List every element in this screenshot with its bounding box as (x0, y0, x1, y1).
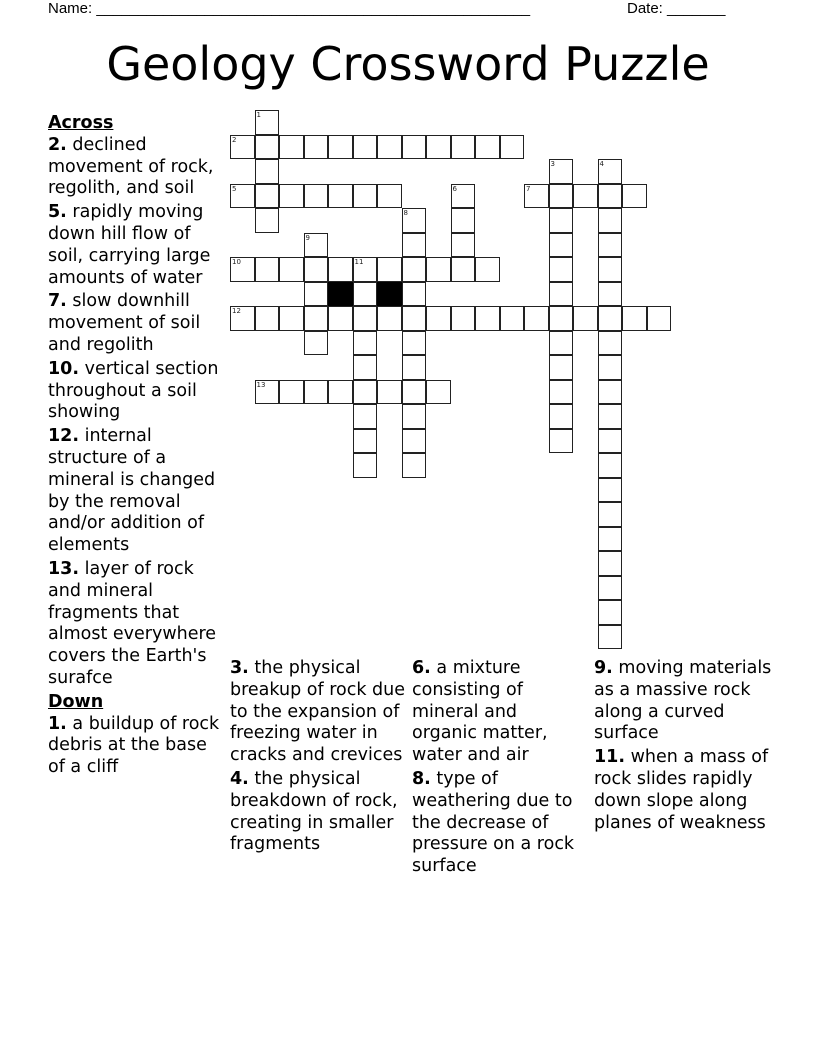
cell-number: 11 (354, 258, 364, 266)
cell-number: 8 (403, 209, 408, 217)
clue-down-8 (412, 769, 587, 878)
clue-across-10 (48, 359, 226, 424)
clue-number: 9. (594, 658, 613, 678)
name-field-label: Name: ____________________________________________________ (48, 0, 531, 17)
grid-cell[interactable] (647, 306, 672, 331)
grid-cell[interactable] (402, 355, 427, 380)
clue-number: 2. (48, 134, 67, 155)
across-heading: Across (48, 113, 114, 133)
grid-cell[interactable] (549, 380, 574, 405)
clue-across-12 (48, 426, 226, 557)
clue-number: 4. (230, 768, 249, 789)
grid-cell[interactable] (255, 159, 280, 184)
grid-cell[interactable] (353, 184, 378, 209)
grid-cell[interactable] (549, 184, 574, 209)
cell-number: 9 (305, 233, 310, 242)
grid-cell[interactable] (353, 331, 378, 356)
grid-cell[interactable] (573, 306, 598, 331)
grid-cell[interactable] (230, 135, 255, 160)
grid-cell[interactable] (402, 282, 427, 307)
grid-cell[interactable] (598, 576, 623, 601)
clue-number: 13. (48, 558, 80, 579)
clue-text: type of weathering due to the decrease of pressure on a rock surface (412, 768, 575, 877)
grid-cell[interactable] (549, 429, 574, 454)
clue-across-7 (48, 291, 226, 356)
grid-cell[interactable] (255, 110, 280, 135)
grid-cell[interactable] (598, 551, 623, 576)
grid-cell[interactable] (353, 355, 378, 380)
grid-cell[interactable] (328, 306, 353, 331)
clue-down-11 (594, 747, 774, 834)
grid-cell[interactable] (279, 257, 304, 282)
cell-number: 10 (232, 258, 241, 266)
grid-cell[interactable] (475, 306, 500, 331)
cell-number: 6 (452, 184, 457, 193)
grid-cell[interactable] (549, 355, 574, 380)
grid-cell[interactable] (255, 135, 280, 160)
grid-cell[interactable] (451, 208, 476, 233)
grid-cell[interactable] (549, 282, 574, 307)
clue-text: moving materials as a massive rock along a curved surface (594, 658, 772, 744)
crossword-grid (230, 110, 680, 650)
clue-down-6 (412, 658, 587, 767)
grid-cell[interactable] (598, 429, 623, 454)
grid-cell[interactable] (328, 184, 353, 209)
grid-cell[interactable] (255, 184, 280, 209)
grid-cell[interactable] (353, 135, 378, 160)
clue-text: internal structure of a mineral is changed by the removal and/or addition of elements (48, 426, 216, 556)
grid-cell[interactable] (426, 257, 451, 282)
grid-cell[interactable] (304, 233, 329, 258)
clue-number: 10. (48, 358, 80, 379)
cell-number: 5 (232, 184, 237, 193)
grid-cell[interactable] (598, 404, 623, 429)
clue-text: vertical section throughout a soil showing (48, 358, 219, 423)
clue-number: 6. (412, 658, 431, 678)
grid-cell[interactable] (279, 184, 304, 209)
grid-cell[interactable] (377, 380, 402, 405)
cell-number: 7 (526, 184, 531, 193)
grid-cell[interactable] (598, 257, 623, 282)
cell-number: 4 (599, 160, 604, 168)
grid-cell[interactable] (353, 282, 378, 307)
clue-text: the physical breakup of rock due to the expansion of freezing water in cracks and crevices (230, 658, 405, 766)
grid-cell[interactable] (230, 306, 255, 331)
grid-cell[interactable] (475, 135, 500, 160)
grid-cell[interactable] (304, 331, 329, 356)
grid-cell[interactable] (304, 306, 329, 331)
clue-text: rapidly moving down hill flow of soil, carrying large amounts of water (48, 202, 211, 288)
down-heading: Down (48, 691, 104, 712)
grid-cell[interactable] (402, 404, 427, 429)
grid-cell[interactable] (426, 380, 451, 405)
grid-cell[interactable] (451, 135, 476, 160)
grid-cell[interactable] (598, 355, 623, 380)
grid-cell[interactable] (402, 233, 427, 258)
grid-cell[interactable] (475, 257, 500, 282)
grid-cell[interactable] (402, 429, 427, 454)
grid-cell[interactable] (598, 282, 623, 307)
grid-cell[interactable] (598, 502, 623, 527)
grid-cell[interactable] (451, 184, 476, 209)
clue-down-3 (230, 658, 405, 767)
grid-cell[interactable] (549, 208, 574, 233)
grid-cell[interactable] (549, 331, 574, 356)
grid-cell[interactable] (304, 282, 329, 307)
grid-cell[interactable] (451, 257, 476, 282)
grid-cell[interactable] (402, 380, 427, 405)
grid-cell[interactable] (377, 135, 402, 160)
clue-number: 3. (230, 658, 249, 678)
grid-cell[interactable] (549, 306, 574, 331)
grid-cell[interactable] (451, 233, 476, 258)
clue-text: slow downhill movement of soil and regolith (48, 291, 201, 355)
grid-cell[interactable] (255, 208, 280, 233)
grid-cell[interactable] (377, 306, 402, 331)
grid-cell[interactable] (426, 135, 451, 160)
black-cell (377, 282, 402, 307)
grid-cell[interactable] (353, 453, 378, 478)
grid-cell[interactable] (426, 306, 451, 331)
clue-down-9 (594, 658, 774, 745)
grid-cell[interactable] (549, 233, 574, 258)
grid-cell[interactable] (328, 380, 353, 405)
grid-cell[interactable] (598, 478, 623, 503)
cell-number: 12 (232, 307, 241, 315)
grid-cell[interactable] (353, 429, 378, 454)
grid-cell[interactable] (402, 208, 427, 233)
date-field-label: Date: _______ (627, 0, 726, 17)
grid-cell[interactable] (524, 184, 549, 209)
grid-cell[interactable] (377, 257, 402, 282)
clue-number: 7. (48, 291, 67, 312)
clue-text: layer of rock and mineral fragments that almost everywhere covers the Earth's surafce (48, 558, 217, 688)
clue-across-13 (48, 559, 226, 690)
grid-cell[interactable] (328, 257, 353, 282)
grid-cell[interactable] (353, 306, 378, 331)
grid-cell[interactable] (622, 306, 647, 331)
page-title: Geology Crossword Puzzle (106, 37, 710, 91)
grid-cell[interactable] (304, 380, 329, 405)
grid-cell[interactable] (328, 135, 353, 160)
grid-cell[interactable] (353, 404, 378, 429)
grid-cell[interactable] (598, 208, 623, 233)
grid-cell[interactable] (230, 257, 255, 282)
grid-cell[interactable] (255, 257, 280, 282)
grid-cell[interactable] (304, 135, 329, 160)
grid-cell[interactable] (598, 233, 623, 258)
grid-cell[interactable] (598, 453, 623, 478)
grid-cell[interactable] (402, 257, 427, 282)
cell-number: 1 (256, 111, 261, 119)
clue-number: 11. (594, 747, 626, 768)
clue-across-2 (48, 135, 226, 200)
clue-column-4 (594, 658, 774, 836)
grid-cell[interactable] (451, 306, 476, 331)
grid-cell[interactable] (304, 257, 329, 282)
grid-cell[interactable] (279, 306, 304, 331)
grid-cell[interactable] (353, 257, 378, 282)
grid-cell[interactable] (598, 184, 623, 209)
clue-number: 12. (48, 426, 80, 447)
grid-cell[interactable] (598, 306, 623, 331)
grid-cell[interactable] (279, 380, 304, 405)
grid-cell[interactable] (255, 306, 280, 331)
grid-cell[interactable] (500, 135, 525, 160)
cell-number: 13 (256, 380, 266, 389)
grid-cell[interactable] (255, 380, 280, 405)
grid-cell[interactable] (598, 625, 623, 650)
grid-cell[interactable] (622, 184, 647, 209)
clue-column-2 (230, 658, 405, 858)
grid-cell[interactable] (230, 184, 255, 209)
grid-cell[interactable] (549, 159, 574, 184)
grid-cell[interactable] (402, 453, 427, 478)
grid-cell[interactable] (304, 184, 329, 209)
black-cell (328, 282, 353, 307)
grid-cell[interactable] (402, 135, 427, 160)
grid-cell[interactable] (549, 257, 574, 282)
clue-number: 1. (48, 713, 67, 734)
cell-number: 2 (232, 135, 237, 144)
grid-cell[interactable] (598, 527, 623, 552)
clue-down-1 (48, 714, 226, 779)
grid-cell[interactable] (377, 184, 402, 209)
clue-text: the physical breakdown of rock, creating in smaller fragments (230, 768, 398, 855)
grid-cell[interactable] (549, 404, 574, 429)
clue-down-4 (230, 769, 405, 856)
grid-cell[interactable] (598, 331, 623, 356)
grid-cell[interactable] (500, 306, 525, 331)
clue-number: 8. (412, 768, 431, 789)
grid-cell[interactable] (598, 600, 623, 625)
grid-cell[interactable] (524, 306, 549, 331)
clue-column-1 (48, 113, 226, 781)
clue-across-5 (48, 202, 226, 289)
grid-cell[interactable] (598, 159, 623, 184)
clue-text: when a mass of rock slides rapidly down slope along planes of weakness (594, 747, 769, 833)
grid-cell[interactable] (402, 331, 427, 356)
clue-number: 5. (48, 202, 67, 223)
clue-text: declined movement of rock, regolith, and soil (48, 134, 214, 199)
grid-cell[interactable] (573, 184, 598, 209)
clue-column-3 (412, 658, 587, 880)
grid-cell[interactable] (353, 380, 378, 405)
cell-number: 3 (550, 160, 555, 168)
clue-text: a mixture consisting of mineral and organic matter, water and air (412, 658, 548, 766)
grid-cell[interactable] (402, 306, 427, 331)
grid-cell[interactable] (279, 135, 304, 160)
grid-cell[interactable] (598, 380, 623, 405)
clue-text: a buildup of rock debris at the base of a cliff (48, 713, 220, 778)
